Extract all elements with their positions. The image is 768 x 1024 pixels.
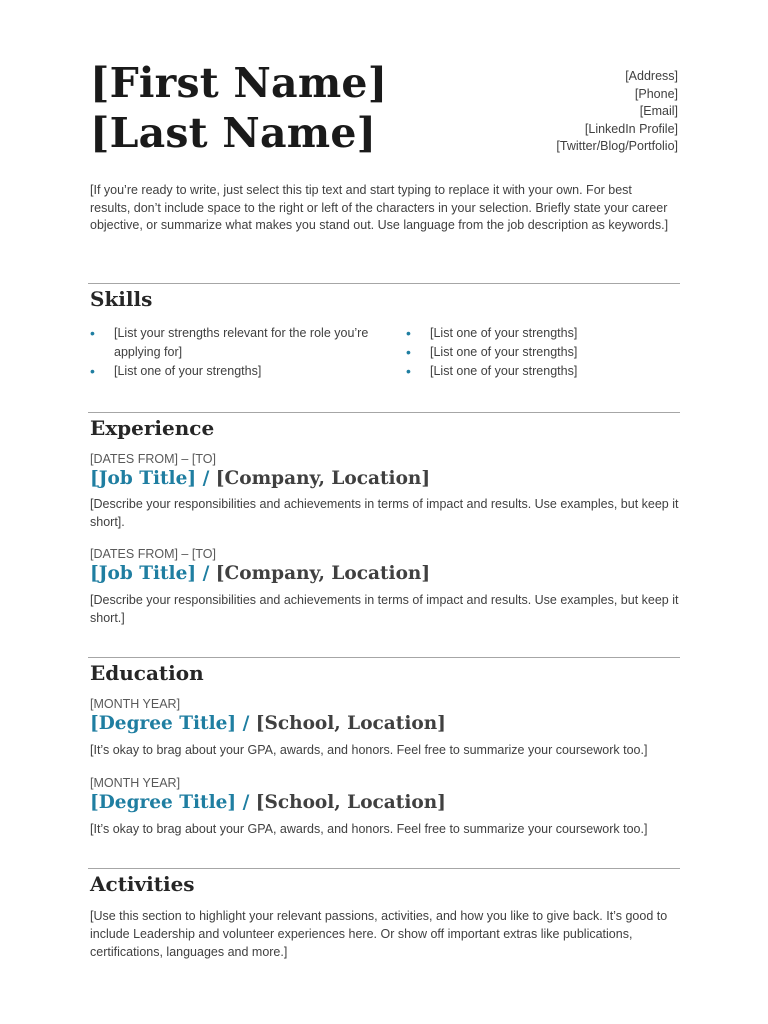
skills-list-right bbox=[406, 324, 686, 381]
title-separator: / bbox=[236, 713, 256, 734]
job-title-line[interactable] bbox=[90, 468, 430, 489]
section-divider bbox=[88, 657, 680, 658]
contact-phone[interactable]: [Phone] bbox=[634, 86, 678, 101]
degree-title-line[interactable] bbox=[90, 792, 446, 813]
bullet-icon: • bbox=[90, 325, 95, 341]
contact-linkedin[interactable]: [LinkedIn Profile] bbox=[584, 121, 678, 136]
skill-item[interactable]: • [List one of your strengths] bbox=[406, 363, 578, 379]
contact-block bbox=[556, 68, 678, 156]
company-location: [Company, Location] bbox=[215, 468, 431, 489]
education-description[interactable]: [It’s okay to brag about your GPA, awards, and honors. Feel free to summarize your coursework too.] bbox=[90, 822, 648, 836]
bullet-icon: • bbox=[406, 325, 411, 341]
job-title-line[interactable] bbox=[90, 563, 430, 584]
education-description[interactable]: [It’s okay to brag about your GPA, awards, and honors. Feel free to summarize your coursework too.] bbox=[90, 743, 648, 757]
last-name[interactable]: [Last Name] bbox=[90, 109, 377, 157]
section-divider bbox=[88, 868, 680, 869]
skills-heading: Skills bbox=[90, 287, 153, 311]
name-block bbox=[90, 58, 387, 158]
section-divider bbox=[88, 283, 680, 284]
contact-portfolio[interactable]: [Twitter/Blog/Portfolio] bbox=[556, 139, 678, 153]
job-title: [Job Title] bbox=[90, 563, 197, 584]
skills-list-left bbox=[90, 324, 390, 381]
degree-title-line[interactable] bbox=[90, 713, 446, 734]
skill-item[interactable]: • [List one of your strengths] bbox=[90, 363, 262, 379]
first-name[interactable]: [First Name] bbox=[90, 59, 388, 107]
bullet-icon: • bbox=[406, 344, 411, 360]
job-description[interactable]: [Describe your responsibilities and achievements in terms of impact and results. Use examples, but keep it short]. bbox=[90, 497, 679, 529]
section-divider bbox=[88, 412, 680, 413]
title-separator: / bbox=[196, 563, 216, 584]
degree-title: [Degree Title] bbox=[90, 713, 237, 734]
activities-text[interactable]: [Use this section to highlight your relevant passions, activities, and how you like to give back. It’s good to include Leadership and volunteer experiences here. Or show off important extras like publications, certifications, languages and more.] bbox=[90, 909, 668, 959]
title-separator: / bbox=[196, 468, 216, 489]
contact-address[interactable]: [Address] bbox=[625, 69, 678, 83]
job-dates[interactable]: [DATES FROM] – [TO] bbox=[90, 452, 216, 466]
degree-title: [Degree Title] bbox=[90, 792, 237, 813]
objective-text[interactable]: [If you’re ready to write, just select this tip text and start typing to replace it with your own. For best results, don’t include space to the right or left of the characters in your selection. Briefly state your career objective, or summarize what makes you stand out. Use language from the job description as keywords.] bbox=[90, 183, 669, 232]
school-location: [School, Location] bbox=[255, 792, 446, 813]
title-separator: / bbox=[236, 792, 256, 813]
bullet-icon: • bbox=[406, 363, 411, 379]
bullet-icon: • bbox=[90, 363, 95, 379]
education-date[interactable]: [MONTH YEAR] bbox=[90, 776, 181, 790]
education-heading: Education bbox=[90, 661, 204, 685]
experience-heading: Experience bbox=[90, 416, 215, 440]
school-location: [School, Location] bbox=[255, 713, 446, 734]
education-date[interactable]: [MONTH YEAR] bbox=[90, 697, 181, 711]
skill-item[interactable]: • [List one of your strengths] bbox=[406, 344, 578, 360]
skill-item[interactable]: • [List one of your strengths] bbox=[406, 325, 578, 341]
job-description[interactable]: [Describe your responsibilities and achievements in terms of impact and results. Use examples, but keep it short.] bbox=[90, 593, 679, 625]
skill-item[interactable]: • [List your strengths relevant for the role you’re applying for] bbox=[90, 325, 369, 359]
company-location: [Company, Location] bbox=[215, 563, 431, 584]
job-dates[interactable]: [DATES FROM] – [TO] bbox=[90, 547, 216, 561]
job-title: [Job Title] bbox=[90, 468, 197, 489]
activities-heading: Activities bbox=[90, 872, 195, 896]
contact-email[interactable]: [Email] bbox=[639, 104, 678, 118]
